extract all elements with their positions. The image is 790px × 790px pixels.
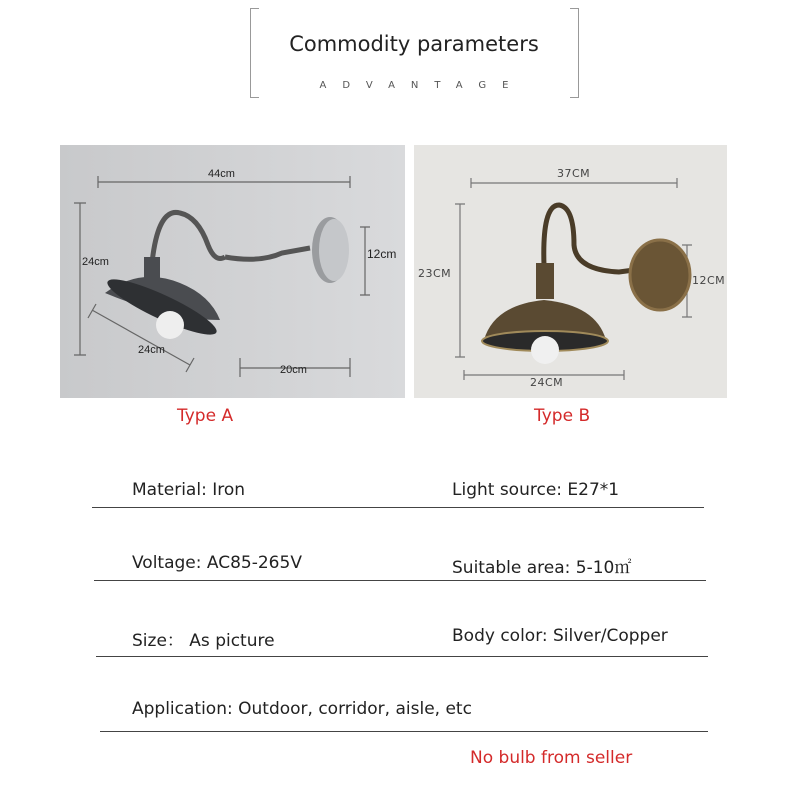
type-b-width-label: 37CM [557,167,591,180]
type-a-width-label: 44cm [208,168,235,180]
type-b-image [414,145,727,398]
spec-light-source: Light source: E27*1 [452,480,620,500]
type-a-image [60,145,405,398]
spec-size: Size： As picture [132,631,275,651]
spec-suitable-area: Suitable area: 5-10㎡ [452,558,632,578]
type-a-base-label: 12cm [367,247,397,261]
spec-body-color: Body color: Silver/Copper [452,626,668,646]
spec-application: Application: Outdoor, corridor, aisle, etc [132,699,472,719]
type-a-label: Type A [177,406,234,426]
type-b-lamp-illustration [414,145,727,398]
divider [94,580,706,581]
type-a-shade-label: 24cm [138,344,165,356]
type-a-arm-label: 20cm [280,364,307,376]
page-subtitle: ADVANTAGE [319,80,525,91]
type-b-height-label: 23CM [418,267,452,280]
no-bulb-note: No bulb from seller [470,748,633,768]
type-b-shade-label: 24CM [530,376,564,389]
divider [96,656,708,657]
page-title: Commodity parameters [289,32,539,56]
spec-voltage: Voltage: AC85-265V [132,553,302,573]
spec-material: Material: Iron [132,480,245,500]
divider [100,731,708,732]
type-b-base-label: 12CM [692,274,726,287]
type-a-height-label: 24cm [82,256,109,268]
type-a-lamp-illustration [60,145,405,398]
type-b-label: Type B [534,406,591,426]
divider [92,507,704,508]
